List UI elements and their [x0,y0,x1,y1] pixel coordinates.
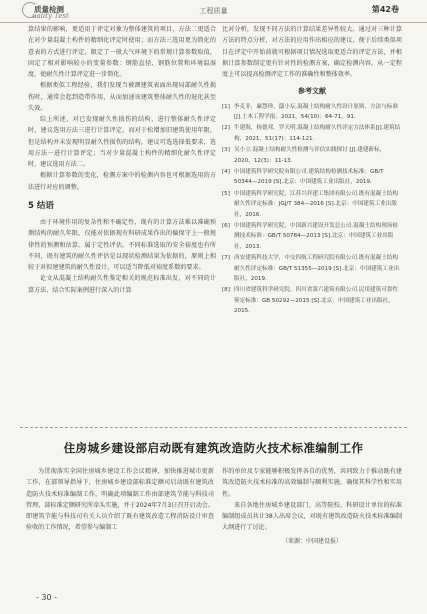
reference-item: [7] 西安建筑科技大学，中交四航工程研究院有限公司.既有混凝土结构耐久性评定标准：GB/T 51355—2019 [S].北京：中国建筑工业出版社，2019. [222,255,400,282]
news-paragraph: 作的单位及专家能够积极发挥各自的优势，共同致力于推动既有建筑改造防火技术标准的高效编制与顺利实施，确保其科学性和实用性。 [222,468,402,498]
journal-title: 工程质量 [199,7,228,15]
volume-number: 第42卷 [371,5,399,14]
body-paragraph: 论文从混凝土结构耐久性鉴定相关的规范标准出发，对不同的计算方法，结合实际案例进行深入的计算 [28,275,216,294]
news-left-column [26,466,214,534]
reference-item: [3] 吴小立.混凝土结构耐久性检测与评估实践探讨 [J].建建新标，2020，12(3)：11-13. [222,147,386,164]
body-paragraph: 根据类似工程经验，我们发现当被测建筑表面出现局部耐久性损伤时，通常会起到造带作用，从而加速该建筑整体耐久性的退化甚至失效。 [28,82,216,112]
news-paragraph: 来自各地住房城乡建设部门、高等院校、科研设计单位的标准编制组成员共计38人出席会议，对既有建筑改造防火技术标准编制大纲进行了讨论。 [222,501,402,532]
right-column [222,24,402,318]
section-divider [20,424,407,432]
reference-item: [5] 中国建筑科学研究院，江苏兴祥建工集团有限公司.既有混凝土结构耐久性评定标准：JGJ/T 384—2016 [S].北京：中国建筑工业出版社，2016. [222,190,398,218]
journal-name-en: uality Test [32,12,69,20]
body-paragraph: 比对分析，发现不同方法的计算结果差异性较大。通过对三种计算方法的特点分析，对方法的应用作出相应的建议，便于后续类似项目在评定中开始前就可根据项目情况选取更适合的评定方法，并根据计算参数制定更有针对性的检测方案，确定检测内容，从一定程度上可以提高检测评定工作的准确性和整体效率。 [222,26,402,78]
news-title: 住房城乡建设部启动既有建筑改造防火技术标准编制工作 [63,441,364,455]
body-paragraph: 算结果的影响，更适用于评定对象为整体建筑的项目，方法二更适合在对少量混凝土构件的精细化评定时使用；而方法三选用更为简化的意表的方式进行评定，限定了一般大气环境下的常规计算参数取值，固定了相对影响较小的变量参数：钢筋直径、钢筋位置和环境温湿度，使耐久性计算评定进一步简化。 [28,26,216,78]
body-paragraph: 根据计算参数的变化，检测方案中的检测内容也可根据选用的方法进行对应的调整。 [28,172,216,191]
news-paragraph: 为贯彻落实全国住房城乡建设工作会议精神，加快推进城市更新工作，在部领导指导下，住房城乡建设部标准定额司启动既有建筑改造防火技术标准编制工作，明确此项编制工作由部建筑节能与科技司管理、部标准定额研究所牵头实施，并于2024年7月3日召开启动会。即建筑节能与科技司有关人员介绍了既有建筑改造工程消防设计审查验收的工作情况，希望参与编制工 [26,468,214,532]
reference-list [222,102,402,317]
body-paragraph: 由于环境作用的复杂性和不确定性，现有的计算方法难以准确预测结构的耐久年限，仅能对依据现有科研成果作出的偏保守上一般规律性的预测和估算。属于定性评估。不同标准选取的安全裕度也有所不同，既有建筑的耐久性评估是以现状检测结果为依据的，原则上相较于对拟建建筑的耐久性设计，可以适当降低对裕度系数的要求。 [28,219,216,271]
reference-item: [4] 中国建筑科学研究院有限公司.建筑结构检测技术标准：GB/T 50344—2019 [S].北京：中国建筑工业出版社，2019. [222,168,384,186]
journal-name-zh: 质量检测 [34,5,64,14]
body-paragraph: 综上所述，对已发现耐久性损伤的结构，进行整体耐久性评定时，建议选用方法三进行计算评定，而对于松增加旧建筑使用年限，但是结构并未发现明显耐久性损伤的结构，建议可选选择低要求，选用方法一进行计算评定；当对少量混凝土构件的精细化耐久性评定时，建议选用方法二。 [28,116,216,168]
section-title: 5 结语 [28,200,54,211]
reference-item: [2] 牛建海，杨德邦，罗天明.混凝土结构耐久性评定方法体系[J].建筑结构，2021，51(17)：114-121. [222,125,401,142]
reference-item: [6] 中国建筑科学研究院，中国新兴建设开发总公司.混凝土结构现场检测技术标准：GB/T 50784—2013 [S].北京：中国建筑工业出版社，2013. [222,222,398,250]
news-right-column [222,466,402,547]
reference-item: [1] 李克非，廉慧珍，邸小坛.混凝土结构耐久性设计原则、方法与标准 [J].土木工程学报，2021，54(10)：64-71，91. [222,103,398,120]
reference-item: [8] 四川省建筑科学研究院，四川省第六建筑有限公司.民用建筑可靠性鉴定标准：GB 50292—2015 [S].北京：中国建筑工业出版社，2015. [222,287,398,315]
references-title: 参考文献 [298,87,326,96]
page-header [0,0,427,23]
left-column [28,24,216,296]
page-number: - 30 - [36,593,58,602]
news-source: （来源：中国建设报） [281,537,342,545]
